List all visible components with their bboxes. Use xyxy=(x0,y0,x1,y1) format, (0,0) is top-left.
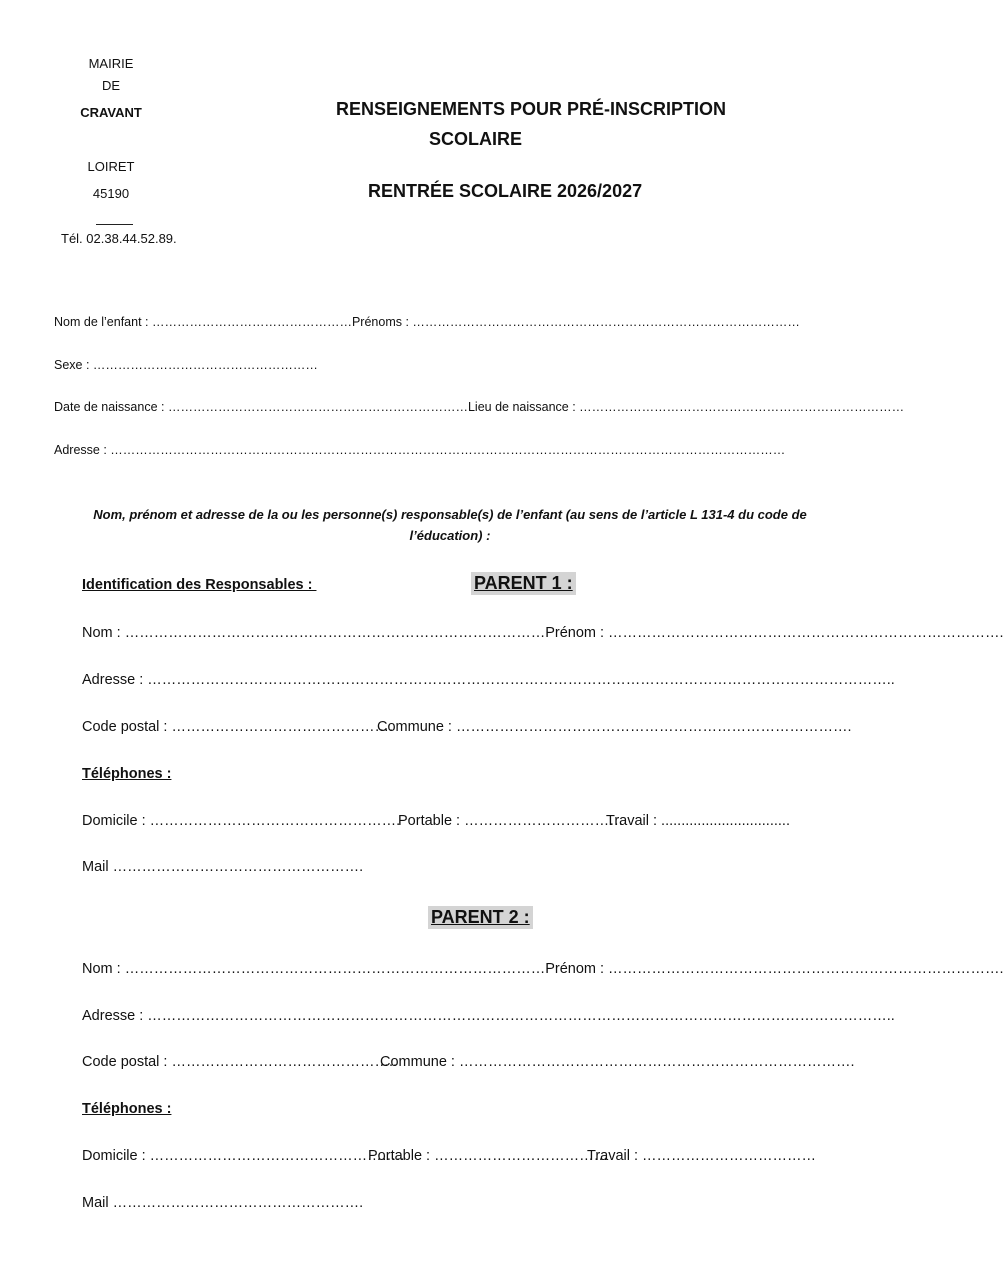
parent1-portable-field[interactable]: Portable : …………………………… xyxy=(398,813,624,829)
header-divider xyxy=(96,224,133,225)
rentree-title: RENTRÉE SCOLAIRE 2026/2027 xyxy=(368,181,643,201)
parent2-telephones-label: Téléphones : xyxy=(82,1101,172,1117)
parent2-nom-field[interactable]: Nom : ……………………………………………………………………………Prénom : ………………………………………………………………………. xyxy=(82,961,1004,977)
parent1-domicile-field[interactable]: Domicile : ……………………………………………. xyxy=(82,813,401,829)
page-title-line2: SCOLAIRE xyxy=(429,129,523,149)
parent2-code-postal-field[interactable]: Code postal : ……………………………………….. xyxy=(82,1054,398,1070)
child-sexe-field[interactable]: Sexe : ……………………………………………… xyxy=(54,358,318,372)
parent2-commune-field[interactable]: Commune : ………………………………………………………………………. xyxy=(380,1054,855,1070)
identification-label: Identification des Responsables : xyxy=(82,577,317,593)
child-adresse-field[interactable]: Adresse : ……………………………………………………………………………………………………………………………………………… xyxy=(54,443,786,457)
child-naissance-field[interactable]: Date de naissance : ………………………………………………………………Lieu de naissance : …………………………………………………………………… xyxy=(54,400,905,414)
parent1-adresse-field[interactable]: Adresse : ……………………………………………………………………………………………………………………………………….. xyxy=(82,672,895,688)
mairie-postcode: 45190 xyxy=(92,186,130,201)
child-nom-field[interactable]: Nom de l’enfant : …………………………………………Prénoms : ………………………………………………………………………………… xyxy=(54,315,800,329)
parent1-commune-field[interactable]: Commune : ………………………………………………………………………. xyxy=(377,719,852,735)
mairie-dept: LOIRET xyxy=(87,159,135,174)
parent1-travail-field[interactable]: Travail : ................................ xyxy=(606,813,790,829)
parent1-nom-field[interactable]: Nom : ……………………………………………………………………………Prénom : ………………………………………………………………………. xyxy=(82,625,1004,641)
parent1-heading: PARENT 1 : xyxy=(471,572,576,595)
parent2-adresse-field[interactable]: Adresse : ……………………………………………………………………………………………………………………………………….. xyxy=(82,1008,895,1024)
parent2-portable-field[interactable]: Portable : ……………………………… xyxy=(368,1148,609,1164)
parent1-code-postal-field[interactable]: Code postal : ………………………………………. xyxy=(82,719,393,735)
mairie-line2: DE xyxy=(101,78,121,93)
parent1-telephones-label: Téléphones : xyxy=(82,766,172,782)
parent2-travail-field[interactable]: Travail : ……………………………… xyxy=(587,1148,817,1164)
page-title-line1: RENSEIGNEMENTS POUR PRÉ-INSCRIPTION xyxy=(336,99,727,119)
parent2-domicile-field[interactable]: Domicile : …………………………………………….. xyxy=(82,1148,405,1164)
mairie-line1: MAIRIE xyxy=(88,56,134,71)
responsables-note-line1: Nom, prénom et adresse de la ou les personne(s) responsable(s) de l’enfant (au sens de l’article L 131-4 du code de xyxy=(93,507,807,522)
parent2-mail-field[interactable]: Mail ……………………………………………. xyxy=(82,1195,364,1211)
mairie-town: CRAVANT xyxy=(80,105,142,120)
mairie-telephone: Tél. 02.38.44.52.89. xyxy=(61,231,177,246)
parent1-mail-field[interactable]: Mail ……………………………………………. xyxy=(82,859,364,875)
responsables-note-line2: l’éducation) : xyxy=(409,528,491,543)
parent2-heading: PARENT 2 : xyxy=(428,906,533,929)
